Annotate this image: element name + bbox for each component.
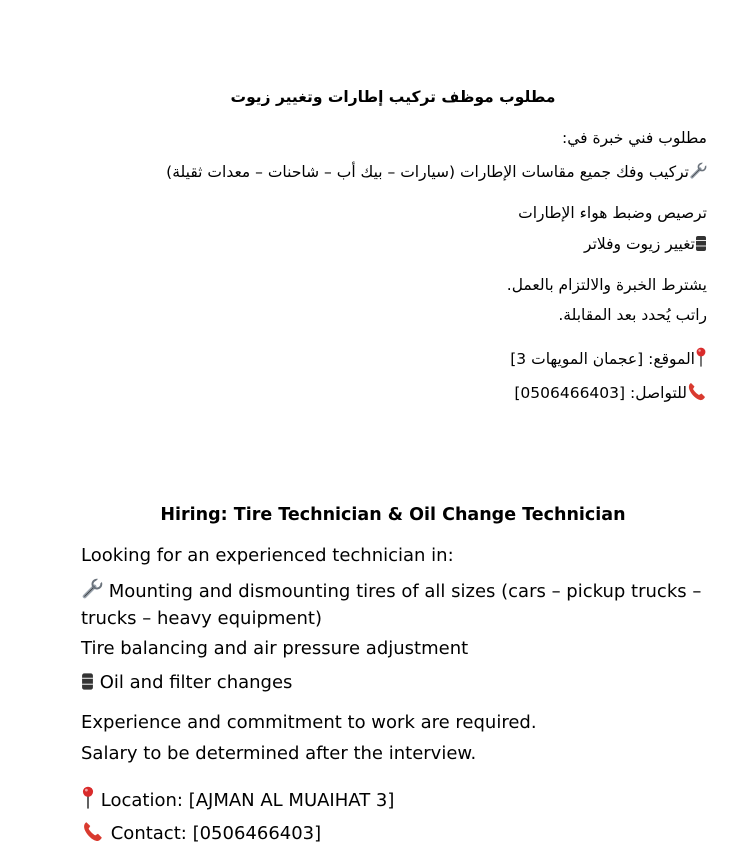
arabic-item-tires-text: تركيب وفك جميع مقاسات الإطارات (سيارات – بيك أب – شاحنات – معدات ثقيلة) <box>166 163 689 181</box>
arabic-location-label: الموقع: <box>648 350 695 368</box>
arabic-item-tires <box>166 162 707 182</box>
arabic-salary: راتب يُحدد بعد المقابلة. <box>558 306 707 324</box>
arabic-item-balancing: ترصيص وضبط هواء الإطارات <box>518 204 707 222</box>
round-pushpin-icon <box>81 786 95 809</box>
oil-drum-icon <box>695 235 707 252</box>
english-contact-label: Contact: <box>110 823 187 844</box>
english-item-tires <box>81 578 701 603</box>
oil-drum-icon <box>81 672 94 691</box>
arabic-requirement: يشترط الخبرة والالتزام بالعمل. <box>506 276 707 294</box>
english-item-oil <box>81 672 292 694</box>
telephone-receiver-icon <box>687 381 707 401</box>
round-pushpin-icon <box>695 347 707 367</box>
arabic-contact <box>514 381 707 403</box>
english-salary: Salary to be determined after the interview. <box>81 743 477 764</box>
arabic-contact-value: [0506466403] <box>514 384 626 402</box>
english-item-balancing: Tire balancing and air pressure adjustment <box>81 638 469 659</box>
arabic-location-value: [عجمان المويهات 3] <box>510 350 644 368</box>
arabic-contact-label: للتواصل: <box>630 384 687 402</box>
english-item-tires-line2: trucks – heavy equipment) <box>81 608 322 629</box>
english-title: Hiring: Tire Technician & Oil Change Technician <box>160 505 626 525</box>
telephone-receiver-icon <box>81 820 105 842</box>
english-contact <box>81 820 321 845</box>
english-location <box>81 786 394 812</box>
arabic-item-oil <box>584 234 707 254</box>
english-item-oil-text: Oil and filter changes <box>99 672 293 693</box>
english-contact-value: [0506466403] <box>192 823 322 844</box>
english-location-label: Location: <box>100 790 183 811</box>
arabic-location <box>510 347 707 369</box>
english-item-tires-line1: Mounting and dismounting tires of all sizes (cars – pickup trucks – <box>108 581 702 602</box>
arabic-item-oil-text: تغيير زيوت وفلاتر <box>584 235 695 253</box>
english-intro: Looking for an experienced technician in: <box>81 545 454 566</box>
arabic-title: مطلوب موظف تركيب إطارات وتغيير زيوت <box>230 88 556 106</box>
english-requirement: Experience and commitment to work are required. <box>81 712 537 733</box>
english-location-value: [AJMAN AL MUAIHAT 3] <box>188 790 395 811</box>
arabic-intro: مطلوب فني خبرة في: <box>561 129 707 147</box>
wrench-icon <box>81 578 103 600</box>
wrench-icon <box>689 162 707 180</box>
